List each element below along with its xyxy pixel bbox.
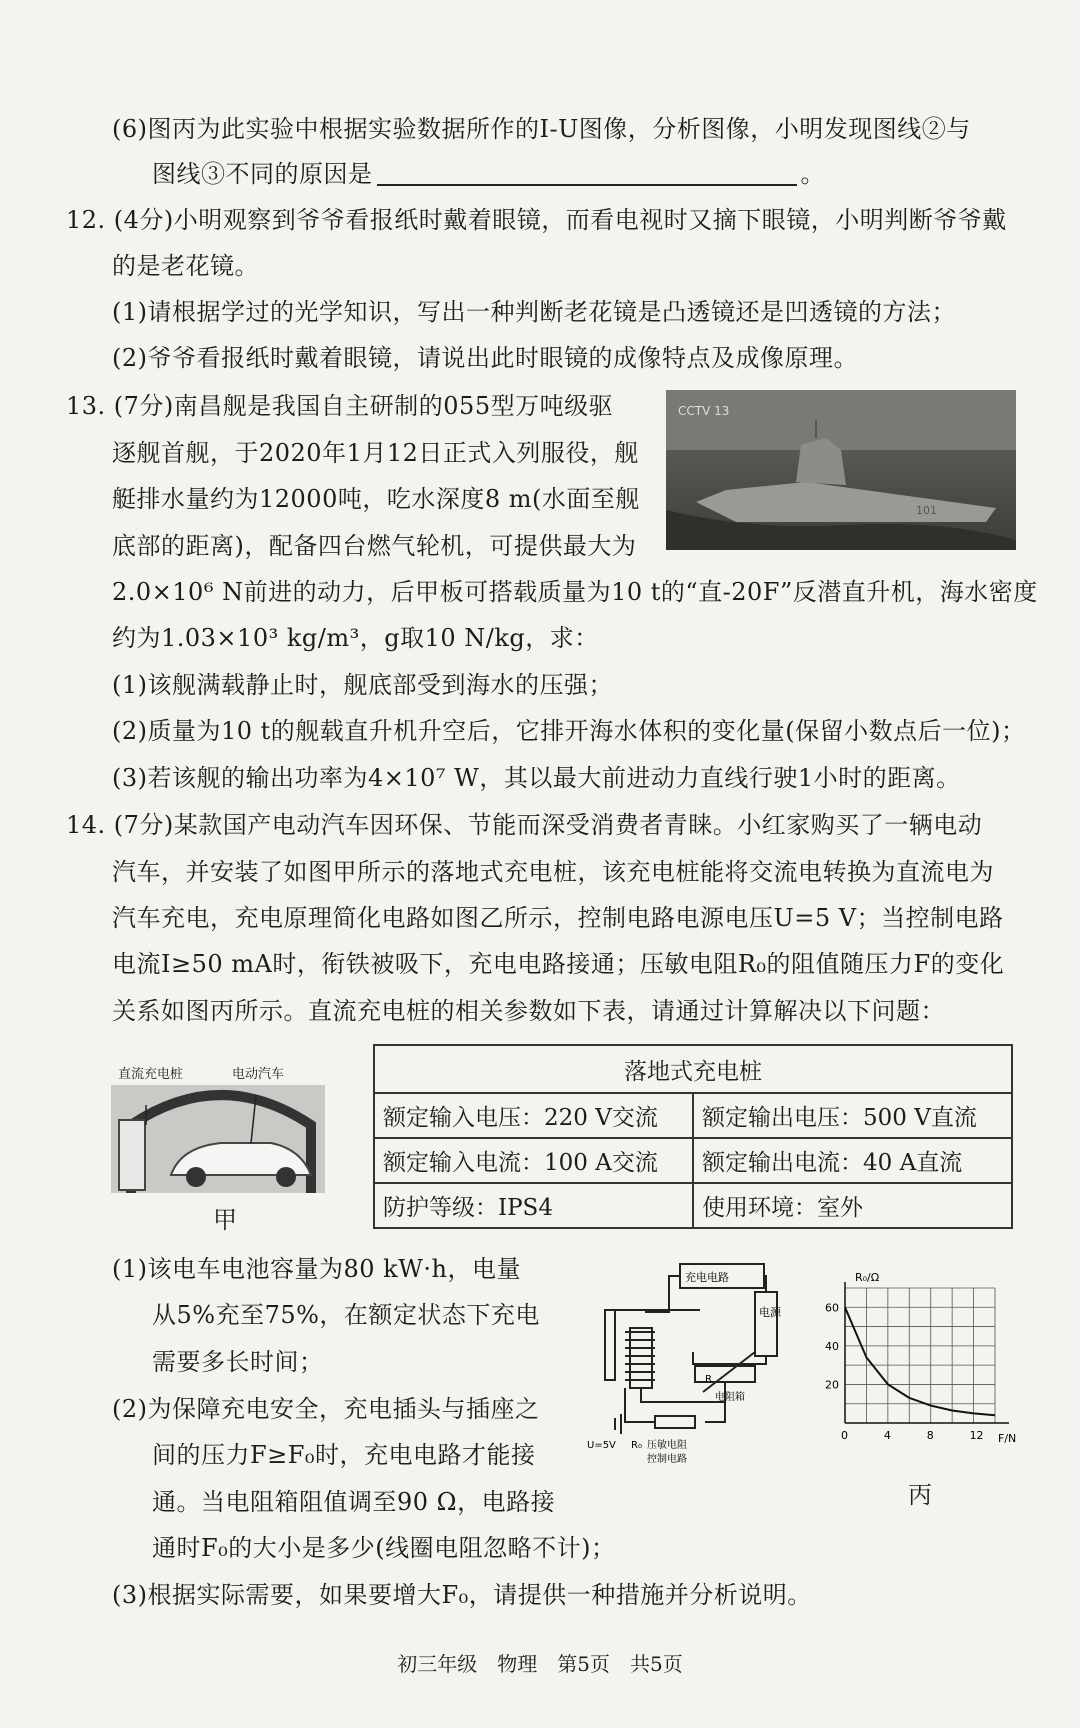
q12-line2: 的是老花镜。 (112, 252, 259, 280)
label-pressure-resistor: 压敏电阻 (647, 1440, 687, 1451)
table-row (374, 1138, 1012, 1183)
y-tick-label: 60 (825, 1301, 839, 1315)
photo-caption-text: CCTV 13 (678, 404, 730, 418)
fig-jia-label-charger: 直流充电桩 (118, 1067, 184, 1082)
wire (645, 1276, 680, 1312)
sky (666, 390, 1016, 450)
pressure-resistor (655, 1416, 695, 1428)
q13-line5: 2.0×10⁶ N前进的动力，后甲板可搭载质量为10 t的“直-20F”反潜直升机，海水密度 (112, 578, 1038, 606)
q13-line3: 艇排水量约为12000吨，吃水深度8 m(水面至舰 (112, 485, 640, 513)
table-cell: 额定输入电压：220 V交流 (374, 1093, 693, 1138)
label-r0: R₀ (631, 1440, 642, 1451)
label-charge-circuit: 充电电路 (685, 1271, 729, 1284)
power-box (755, 1292, 777, 1356)
car-wheel-rear (276, 1167, 296, 1187)
q14-line5: 关系如图丙所示。直流充电桩的相关参数如下表，请通过计算解决以下问题： (112, 997, 945, 1025)
graph-ylabel: R₀/Ω (855, 1271, 880, 1284)
table-row (374, 1183, 1012, 1228)
car-wheel-front (186, 1167, 206, 1187)
charging-pile (119, 1120, 145, 1190)
q14-sub1-l3: 需要多长时间； (152, 1348, 324, 1376)
table-cell: 额定输入电流：100 A交流 (374, 1138, 693, 1183)
table-title: 落地式充电桩 (374, 1045, 1012, 1093)
fig-jia-photo (111, 1085, 325, 1193)
q14-sub2-l4: 通时F₀的大小是多少(线圈电阻忽略不计)； (152, 1534, 616, 1562)
table-cell: 额定输出电压：500 V直流 (693, 1093, 1012, 1138)
q12-sub1: (1)请根据学过的光学知识，写出一种判断老花镜是凸透镜还是凹透镜的方法； (112, 298, 956, 326)
q11-p6-prompt: 图线③不同的原因是 (152, 160, 373, 188)
table-cell: 额定输出电流：40 A直流 (693, 1138, 1012, 1183)
q11-p6-end: 。 (800, 160, 825, 188)
q14-line1: 14. (7分)某款国产电动汽车因环保、节能而深受消费者青睐。小红家购买了一辆电动 (66, 811, 983, 839)
q13-line2: 逐舰首舰，于2020年1月12日正式入列服役，舰 (112, 439, 639, 467)
table-cell: 使用环境：室外 (693, 1183, 1012, 1228)
q14-sub2-l2: 间的压力F≥F₀时，充电电路才能接 (152, 1441, 536, 1469)
q14-line4: 电流I≥50 mA时，衔铁被吸下，充电电路接通；压敏电阻R₀的阻值随压力F的变化 (112, 950, 1005, 978)
q14-sub3: (3)根据实际需要，如果要增大F₀，请提供一种措施并分析说明。 (112, 1581, 812, 1609)
q14-sub1-l1: (1)该电车电池容量为80 kW·h，电量 (112, 1255, 521, 1283)
q12-line1: 12. (4分)小明观察到爷爷看报纸时戴着眼镜，而看电视时又摘下眼镜，小明判断爷爷戴 (66, 206, 1007, 234)
page-footer: 初三年级 物理 第5页 共5页 (397, 1652, 683, 1676)
q14-sub2-l3: 通。当电阻箱阻值调至90 Ω，电路接 (152, 1488, 556, 1516)
fig-yi-circuit (585, 1252, 810, 1477)
q13-sub2: (2)质量为10 t的舰载直升机升空后，它排开海水体积的变化量(保留小数点后一位)； (112, 717, 1026, 745)
q12-sub2: (2)爷爷看报纸时戴着眼镜，请说出此时眼镜的成像特点及成像原理。 (112, 344, 858, 372)
r0-f-curve (845, 1307, 995, 1415)
ship-hull (696, 482, 996, 522)
q11-p6-line2 (152, 157, 825, 191)
relay-frame (605, 1310, 615, 1380)
y-tick-label: 40 (825, 1339, 839, 1353)
charging-scene (111, 1085, 325, 1193)
hull-number: 101 (916, 504, 937, 517)
label-r: R (705, 1374, 712, 1385)
table-row (374, 1093, 1012, 1138)
q14-sub1-l2: 从5%充至75%，在额定状态下充电 (152, 1301, 540, 1329)
q14-sub2-l1: (2)为保障充电安全，充电插头与插座之 (112, 1395, 540, 1423)
y-tick-label: 20 (825, 1378, 839, 1392)
destroyer-photo (666, 390, 1016, 550)
fig-bing-graph (815, 1268, 1030, 1453)
q13-sub1: (1)该舰满载静止时，舰底部受到海水的压强； (112, 671, 613, 699)
x-tick-label: 12 (969, 1429, 984, 1442)
q14-line3: 汽车充电，充电原理简化电路如图乙所示，控制电路电源电压U=5 V；当控制电路 (112, 904, 1004, 932)
x-tick-label: 4 (883, 1429, 891, 1442)
fig-jia-caption: 甲 (213, 1206, 238, 1234)
x-tick-label: 0 (841, 1429, 848, 1442)
fig-jia-label-car: 电动汽车 (232, 1067, 285, 1082)
q11-p6-line1: (6)图丙为此实验中根据实验数据所作的I-U图像，分析图像，小明发现图线②与 (112, 115, 971, 143)
q13-line6: 约为1.03×10³ kg/m³，g取10 N/kg，求： (112, 624, 599, 652)
graph-xlabel: F/N (998, 1432, 1017, 1445)
label-resistor-box: 电阻箱 (715, 1392, 745, 1403)
q13-line4: 底部的距离)，配备四台燃气轮机，可提供最大为 (112, 532, 637, 560)
coil-winding (625, 1332, 655, 1380)
q13-sub3: (3)若该舰的输出功率为4×10⁷ W，其以最大前进动力直线行驶1小时的距离。 (112, 764, 961, 792)
label-power: 电源 (759, 1306, 781, 1319)
rheostat-arrow (703, 1352, 755, 1392)
table-cell: 防护等级：IPS4 (374, 1183, 693, 1228)
graph-ticks (825, 1301, 984, 1442)
fig-bing-caption: 丙 (908, 1481, 933, 1509)
x-tick-label: 8 (926, 1429, 934, 1442)
charger-spec-table (373, 1044, 1013, 1229)
q13-line1: 13. (7分)南昌舰是我国自主研制的055型万吨级驱 (66, 392, 614, 420)
label-control-circuit: 控制电路 (647, 1454, 687, 1465)
answer-blank[interactable] (377, 160, 797, 186)
label-source: U=5V (587, 1440, 616, 1451)
q14-line2: 汽车，并安装了如图甲所示的落地式充电桩，该充电桩能将交流电转换为直流电为 (112, 858, 994, 886)
